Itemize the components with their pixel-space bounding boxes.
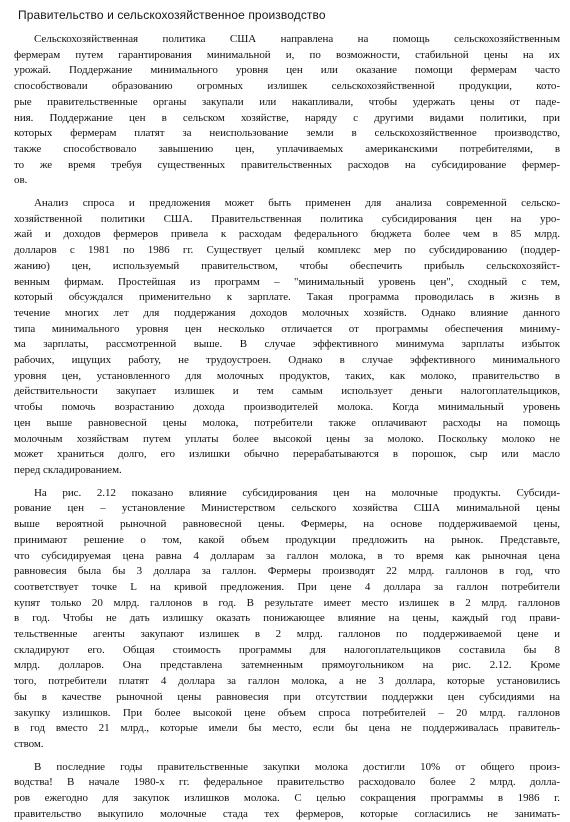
text-line: молочным хозяйствам путем уплаты более высокой цены за молоко. Поскольку молоко не — [14, 432, 560, 445]
text-line: что субсидируемая цена равна 4 долларам за галлон молока, в то время как рыночная цена — [14, 549, 560, 562]
text-line: рые правительственные органы закупали или накапливали, чтобы удержать цены от паде- — [14, 95, 560, 108]
paragraph-1 — [14, 32, 560, 189]
text-line: закупку излишков. При более высокой цене объем спроса потребителей – 20 млрд. галлонов — [14, 706, 560, 719]
text-line: жай и доходов фермеров привела к расходам федерального бюджета более чем в 85 млрд. — [14, 228, 560, 241]
text-line: рабочих, ищущих работу, не трудоустроен. Однако в случае эффективного минимального — [14, 354, 560, 367]
text-line: принимают решение о том, какой объем продукции предложить на рынок. Представьте, — [14, 533, 560, 546]
paragraph-4 — [14, 760, 560, 822]
text-line: ов. — [14, 174, 28, 187]
text-line: типа минимального уровня цен несколько отличается от программы обеспечения миниму- — [14, 322, 560, 335]
running-head-title: Правительство и сельскохозяйственное производство — [18, 8, 326, 22]
text-line: в год. Чтобы не дать излишку оказать понижающее влияние на цены, каждый год прави- — [14, 612, 560, 625]
text-line: складируют его. Общая стоимость программы для налогоплательщиков составила бы 8 — [14, 643, 560, 656]
text-line: ством. — [14, 737, 44, 750]
text-line: может храниться долго, его излишки обычно перерабатываются в порошок, сыр или масло — [14, 448, 560, 461]
text-line: Сельскохозяйственная политика США направлена на помощь сельскохозяйственным — [34, 33, 560, 45]
text-line: перед складированием. — [14, 463, 122, 476]
text-line: который обсуждался применительно к зарплате. Такая программа проводилась в жизнь в — [14, 291, 560, 304]
text-line: Анализ спроса и предложения может быть применен для анализа современной сельско- — [34, 197, 560, 210]
text-line: действительности закупает излишек и тем самым использует деньги налогоплательщиков, — [14, 385, 560, 398]
paragraph-2 — [14, 196, 560, 479]
text-line: бы в качестве рыночной цены равновесия при отсутствии поддержки цен субсидиями на — [14, 690, 560, 703]
text-line: фермерам путем гарантирования минимальной и, по возможности, стабильной цены на их — [14, 48, 560, 61]
paragraph-3 — [14, 486, 560, 753]
text-line: также способствовало завышению цен, уплачиваемых американскими потребителями, в — [14, 142, 560, 155]
text-line: течение многих лет для поддержания доходов молочных хозяйств. Однако влияние данного — [14, 306, 560, 319]
text-line: уровня цен, установленного для молочных продуктов, таких, как молоко, правительство в — [14, 369, 560, 382]
text-line: рование цен – установление Министерством сельского хозяйства США минимальной цены — [14, 502, 560, 515]
text-line: чтобы помочь возрастанию дохода производителей молока. Когда минимальный уровень — [14, 401, 560, 414]
text-line: ма зарплаты, рассмотренной выше. В случае эффективного минимума зарплаты избыток — [14, 338, 560, 351]
text-line: соответствует точке L на кривой предложения. При цене 4 доллара за галлон потребители — [14, 580, 560, 593]
text-line: венным фирмам. Простейшая из программ – "минимальный уровень цен", сходный с тем, — [14, 275, 560, 288]
text-line: того, потребители платят 4 доллара за галлон молока, а не 3 доллара, которые установились — [14, 675, 560, 688]
text-line: водства! В начале 1980-х гг. федеральное правительство расходовало более 2 млрд. долла- — [14, 776, 560, 789]
text-line: то же время требуя существенных правительственных расходов на субсидирование фермер- — [14, 158, 560, 171]
text-line: хозяйственной политики США. Правительственная политика субсидирования цен на уро- — [14, 212, 560, 225]
text-line: в год вместо 21 млрд., которые имели бы место, если бы цена не поддерживалась правитель- — [14, 722, 560, 735]
text-line: купят только 20 млрд. галлонов в год. В результате имеет место излишек в 2 млрд. галлонов — [14, 596, 560, 609]
text-line: равновесия была бы 3 доллара за галлон. Фермеры производят 22 млрд. галлонов в год, что — [14, 565, 560, 578]
text-line: ров ежегодно для закупок излишков молока. С целью сокращения программы в 1986 г. — [14, 792, 560, 805]
text-line: ния. Поддержание цен в сельском хозяйстве, наряду с другими видами политики, при — [14, 111, 560, 124]
text-line: способствовали образованию огромных излишек сельскохозяйственной продукции, кото- — [14, 80, 560, 93]
text-line: выше вероятной рыночной равновесной цены. Фермеры, на основе поддерживаемой цены, — [14, 518, 560, 531]
text-line: долларов с 1981 по 1986 гг. Существует целый комплекс мер по субсидированию (поддер- — [14, 244, 560, 257]
text-line: тельственные агенты закупают излишек в 2 млрд. галлонов по поддерживаемой цене и — [14, 628, 560, 641]
text-line: которых фермерам платят за неиспользование земли в сельскохозяйственное производство, — [14, 127, 560, 140]
text-line: правительство выкупило молочные стада тех фермеров, которые согласились не занимать- — [14, 807, 560, 820]
text-line: млрд. долларов. Она представлена затемненным прямоугольником на рис. 2.12. Кроме — [14, 659, 560, 672]
text-line: цен выше равновесной цены молока, потребители также оплачивают расходы на помощь — [14, 416, 560, 429]
body-text — [14, 32, 560, 820]
text-line: В последние годы правительственные закупки молока достигли 10% от общего произ- — [34, 760, 560, 773]
text-line: урожай. Поддержание минимального уровня цен или оказание помощи фермерам часто — [14, 64, 560, 77]
text-line: На рис. 2.12 показано влияние субсидирования цен на молочные продукты. Субсиди- — [34, 486, 560, 499]
text-line: жанию) цен, используемый правительством, чтобы обеспечить прибыль сельскохозяйст- — [14, 259, 560, 272]
